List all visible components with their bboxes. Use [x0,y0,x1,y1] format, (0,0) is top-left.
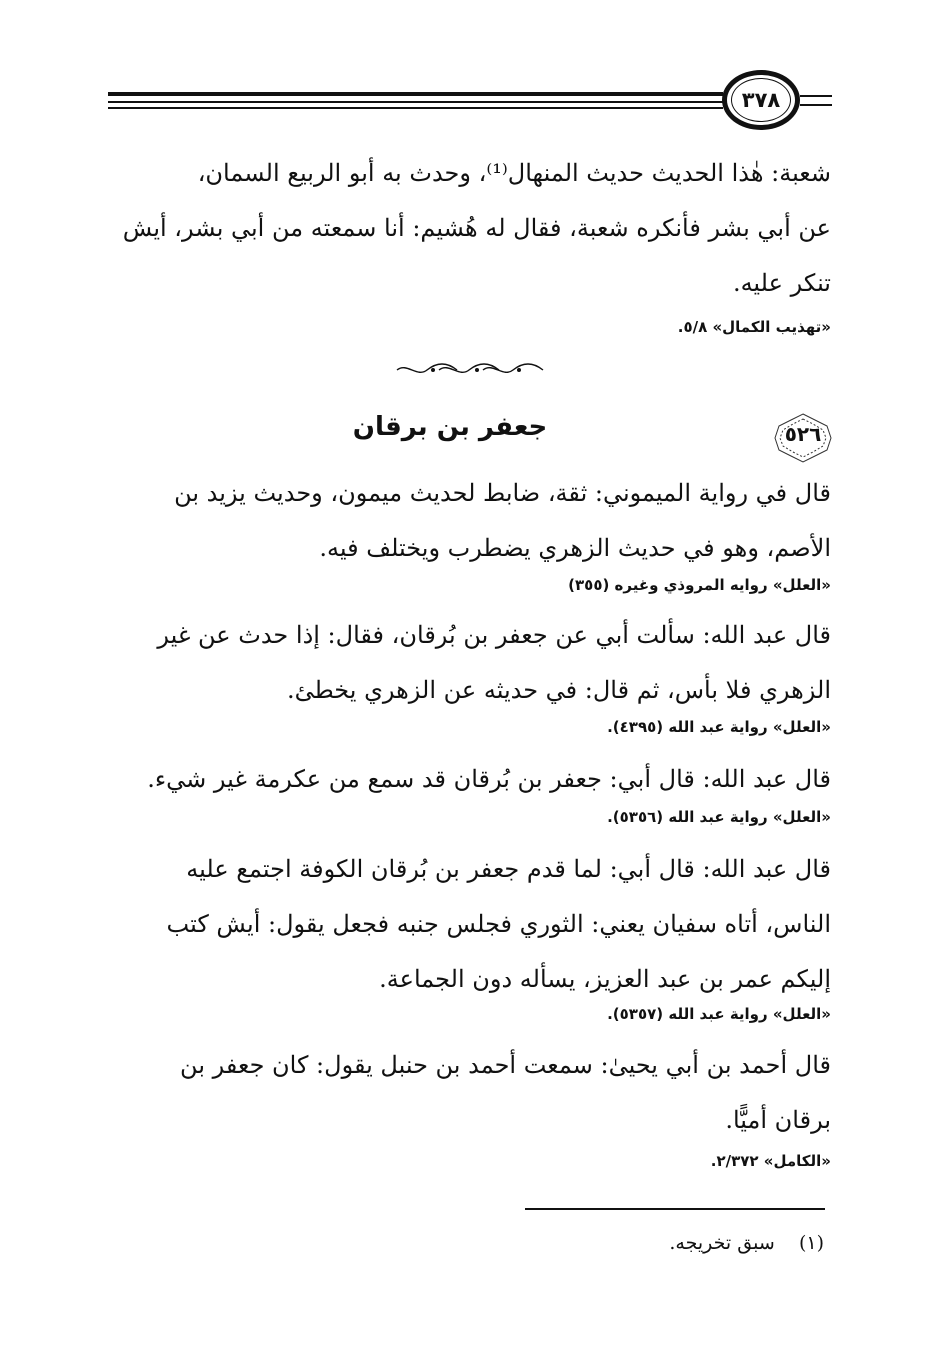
source-reference: «الكامل» ٢/٣٧٢. [710,1152,831,1170]
ornament-divider-icon [395,362,545,378]
header-rule-right [800,104,832,106]
text-line: الزهري فلا بأس، ثم قال: في حديثه عن الزهري يخطئ. [286,676,831,704]
text-line: قال في رواية الميموني: ثقة، ضابط لحديث ميمون، وحديث يزيد بن [174,479,831,507]
paragraph [106,752,831,807]
text-line: الأصم، وهو في حديث الزهري يضطرب ويختلف فيه. [319,534,831,562]
paragraph [106,466,831,576]
text-line: برقان أميًّا. [725,1106,831,1134]
entry-title: جعفر بن برقان [352,412,548,442]
source-reference: «العلل» رواية عبد الله (٥٣٥٦). [607,808,831,826]
text-line: عن أبي بشر فأنكره شعبة، فقال له هُشيم: أنا سمعته من أبي بشر، أيش [122,214,831,242]
header-rule [108,107,723,109]
paragraph [106,1038,831,1148]
page-number: ٣٧٨ [731,78,791,122]
source-reference: «العلل» رواية عبد الله (٤٣٩٥). [607,718,831,736]
paragraph [106,608,831,718]
footnote [424,1232,824,1254]
entry-number-badge [771,412,835,464]
entry-number: ٥٢٦ [784,422,822,446]
header-rule [108,92,723,96]
text-line: قال عبد الله: قال أبي: لما قدم جعفر بن بُرقان الكوفة اجتمع عليه [186,855,831,883]
footnote-text: سبق تخريجه. [669,1232,775,1254]
source-reference: «العلل» روايه المروذي وغيره (٣٥٥) [568,576,831,594]
source-reference: «تهذيب الكمال» ٥/٨. [677,318,831,336]
text-line: الناس، أتاه سفيان يعني: الثوري فجلس جنبه فجعل يقول: أيش كتب [166,910,831,938]
header-rule [108,101,723,103]
text-line: إليكم عمر بن عبد العزيز، يسأله دون الجماعة. [379,965,831,993]
intro-paragraph [106,146,831,311]
paragraph [106,842,831,1007]
footnote-marker: (١) [798,1232,824,1254]
page-number-frame [722,70,800,130]
text-line: شعبة: هٰذا الحديث حديث المنهال⁽¹⁾، وحدث به أبو الربيع السمان، [197,159,831,187]
text-line: تنكر عليه. [732,269,831,297]
footnote-rule [525,1208,825,1210]
header-rule-right [800,95,832,97]
text-line: قال عبد الله: سألت أبي عن جعفر بن بُرقان، فقال: إذا حدث عن غير [157,621,831,649]
source-reference: «العلل» رواية عبد الله (٥٣٥٧). [607,1005,831,1023]
text-line: قال أحمد بن أبي يحيىٰ: سمعت أحمد بن حنبل يقول: كان جعفر بن [180,1051,831,1079]
text-line: قال عبد الله: قال أبي: جعفر بن بُرقان قد سمع من عكرمة غير شيء. [147,765,831,793]
